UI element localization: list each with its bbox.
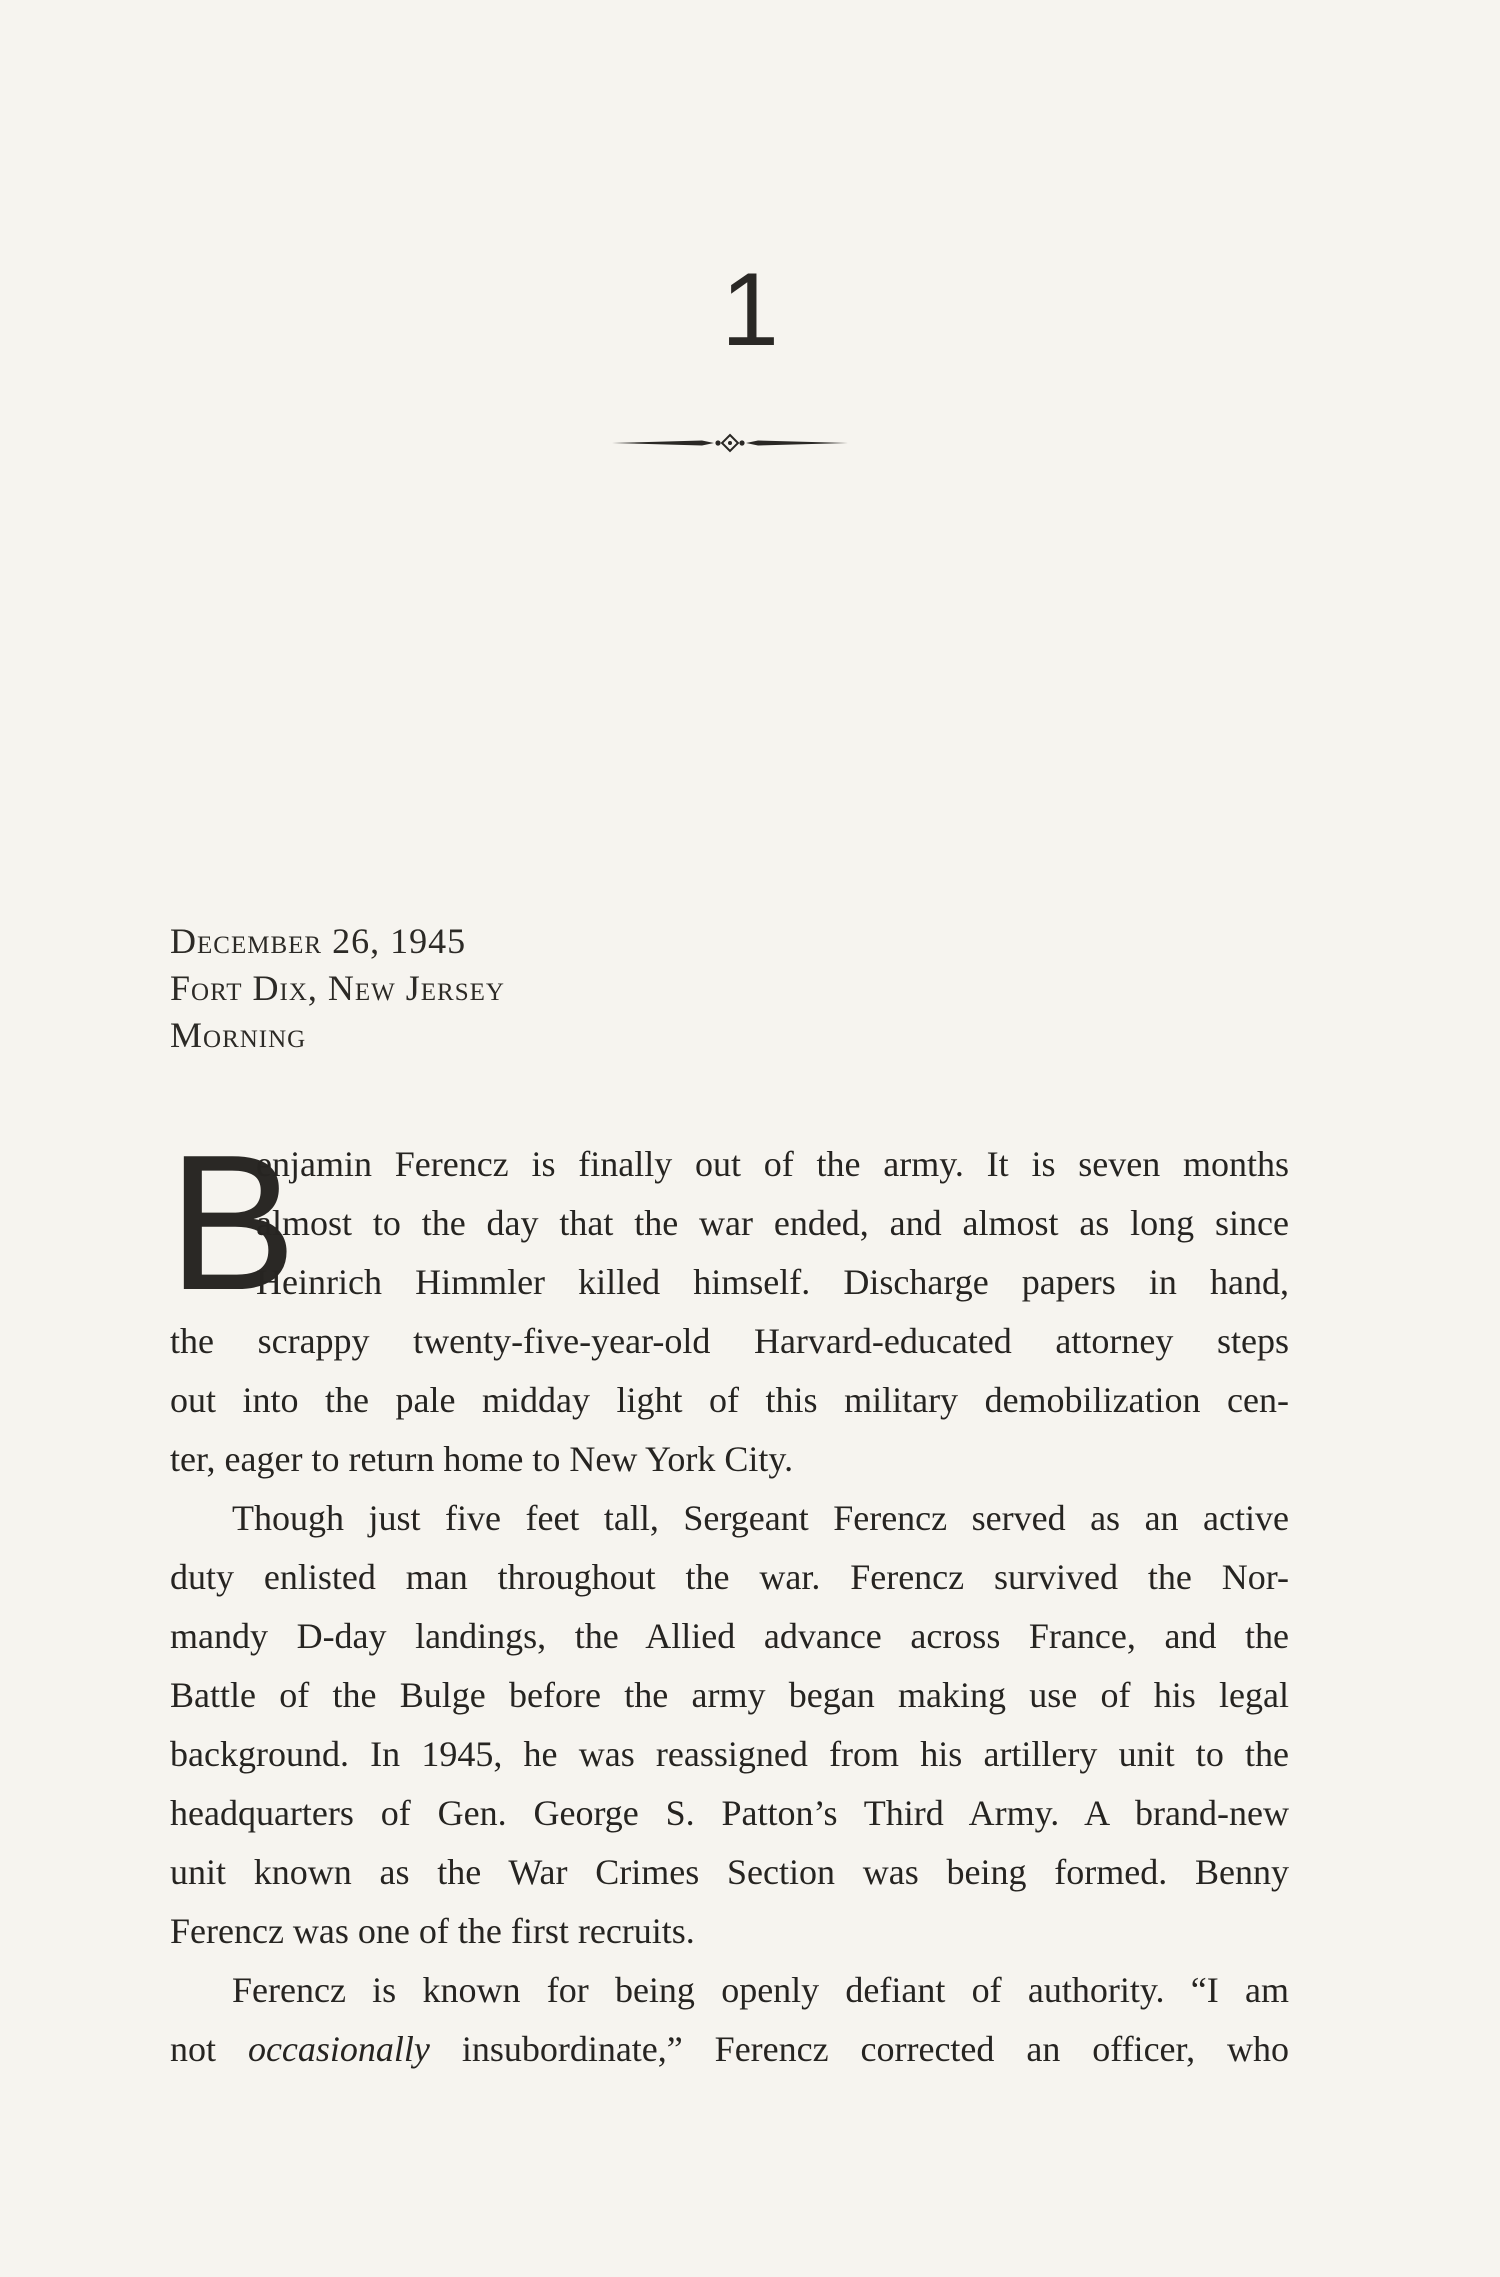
text-line (170, 2020, 1289, 2079)
text-fragment: not (170, 2029, 248, 2069)
dateline-place: Fort Dix, New Jersey (170, 968, 505, 1008)
text-line: Battle of the Bulge before the army began making use of his legal (170, 1675, 1289, 1715)
text-line: the scrappy twenty-five-year-old Harvard-educated attorney steps (170, 1321, 1289, 1361)
text-line: out into the pale midday light of this military demobilization cen- (170, 1380, 1289, 1420)
dateline-date: December 26, 1945 (170, 921, 467, 961)
drop-cap: B (168, 1114, 297, 1330)
text-line: mandy D-day landings, the Allied advance across France, and the (170, 1616, 1289, 1656)
text-line: enjamin Ferencz is finally out of the army. It is seven months (256, 1144, 1289, 1184)
chapter-ornament-icon (610, 430, 850, 456)
dateline-time: Morning (170, 1015, 307, 1055)
emphasis-text: occasionally (247, 2029, 430, 2069)
text-line: Ferencz was one of the first recruits. (170, 1911, 695, 1951)
body-text (168, 1114, 1289, 2079)
text-fragment: insubordinate,” Ferencz corrected an officer, who (429, 2029, 1289, 2069)
paragraph-2 (170, 1489, 1289, 1961)
text-line: duty enlisted man throughout the war. Ferencz survived the Nor- (170, 1557, 1289, 1597)
text-line: unit known as the War Crimes Section was being formed. Benny (170, 1852, 1289, 1892)
text-line: Though just five feet tall, Sergeant Ferencz served as an active (232, 1498, 1289, 1538)
text-line: ter, eager to return home to New York City. (170, 1439, 794, 1479)
chapter-number: 1 (721, 252, 779, 368)
text-line: Ferencz is known for being openly defiant of authority. “I am (232, 1970, 1289, 2010)
text-line: headquarters of Gen. George S. Patton’s Third Army. A brand-new (170, 1793, 1289, 1833)
text-line: background. In 1945, he was reassigned from his artillery unit to the (170, 1734, 1289, 1774)
paragraph-1 (168, 1114, 1289, 1489)
paragraph-3 (170, 1961, 1289, 2079)
dateline (170, 918, 1070, 1059)
text-line: Heinrich Himmler killed himself. Discharge papers in hand, (256, 1262, 1289, 1302)
text-line: almost to the day that the war ended, and almost as long since (256, 1203, 1289, 1243)
